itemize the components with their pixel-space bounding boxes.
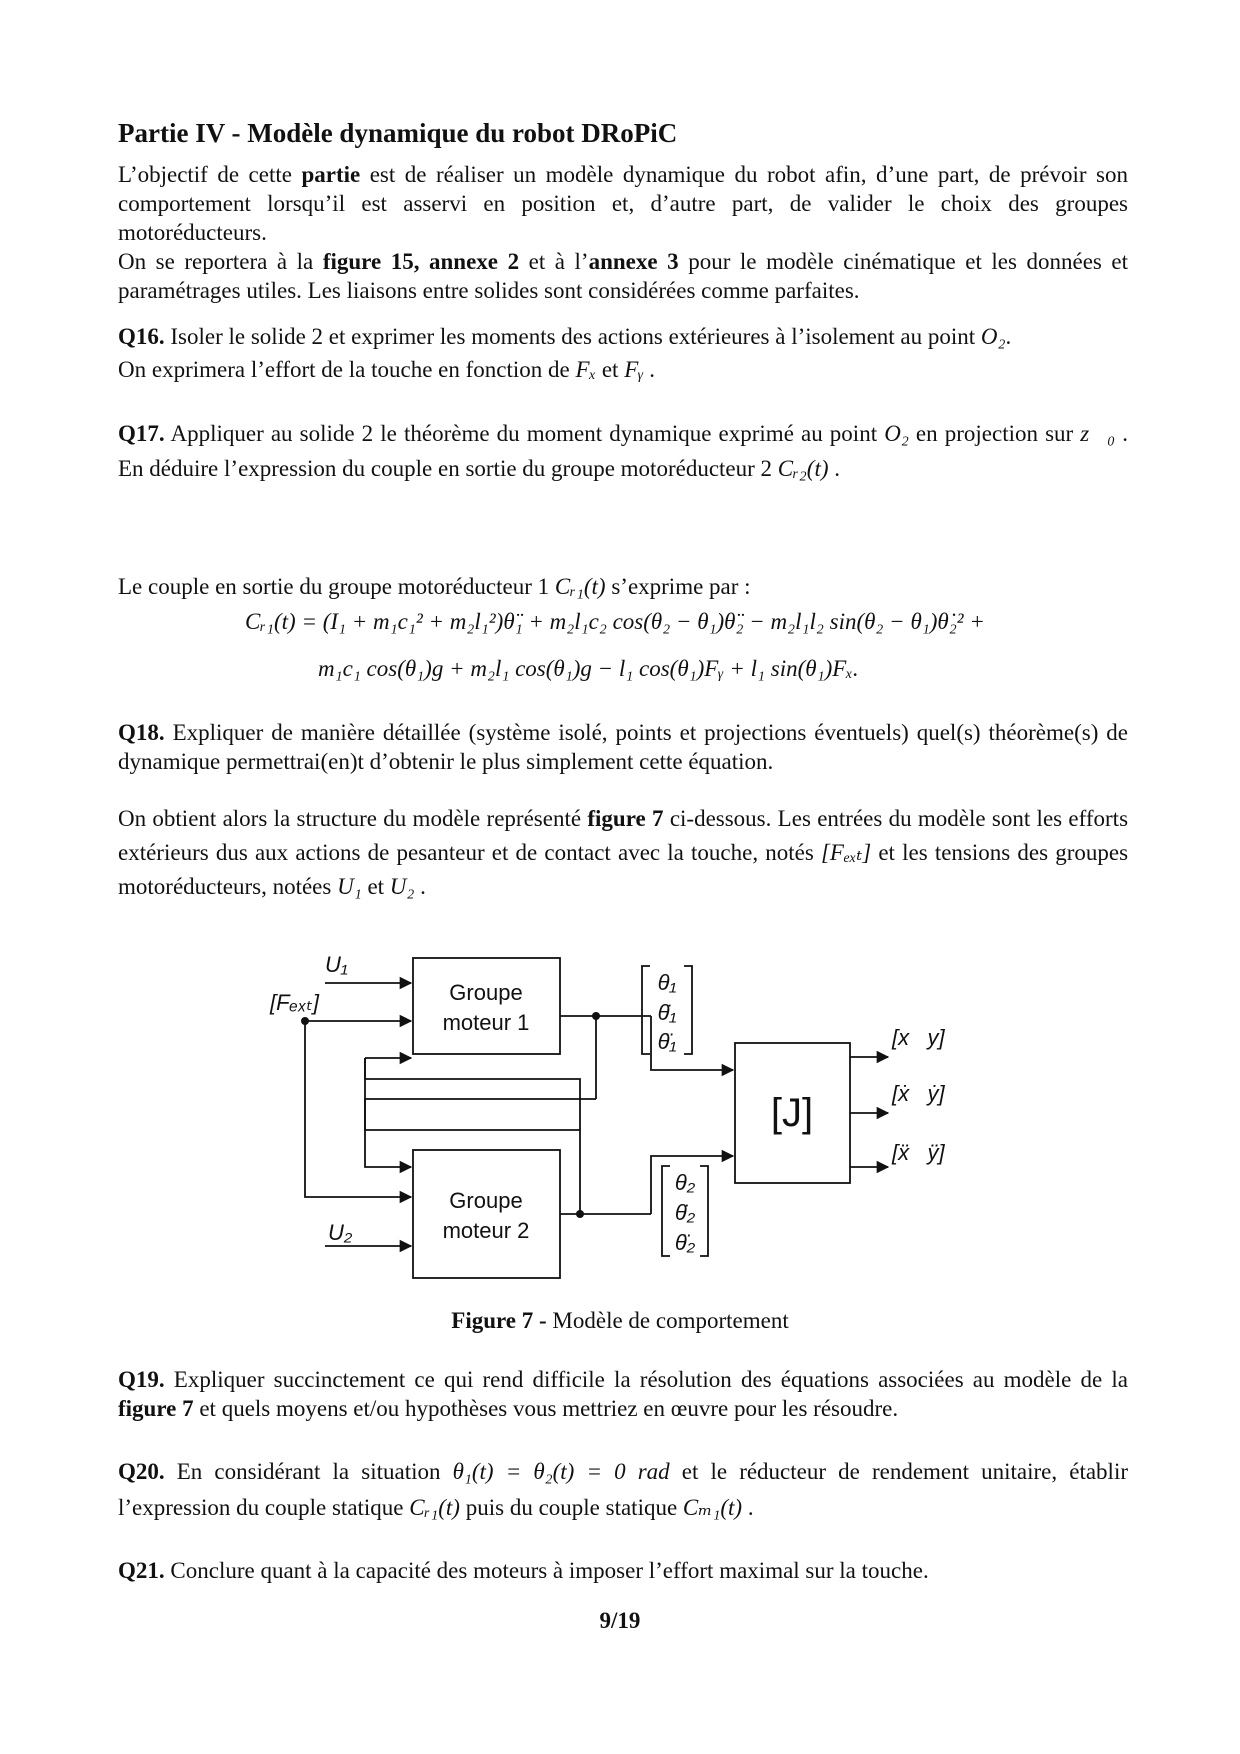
- bold-figure-ref: figure 7: [587, 806, 664, 831]
- question-20: [118, 1454, 1128, 1526]
- math-fext: [Fₑₓₜ]: [820, 840, 872, 865]
- bold-figure-ref: figure 7: [118, 1396, 194, 1421]
- question-text: Conclure quant à la capacité des moteurs à imposer l’effort maximal sur la touche.: [164, 1558, 929, 1583]
- math-cr1: Cᵣ₁(t): [409, 1495, 460, 1520]
- question-text: En considérant la situation: [164, 1459, 453, 1484]
- junction-out-2: [576, 1210, 584, 1218]
- theta2-0: θ₂: [674, 1170, 696, 1195]
- math-cr2: Cᵣ₂(t): [777, 456, 829, 481]
- math-cm1: Cₘ₁(t): [682, 1495, 743, 1520]
- intro-text: et à l’: [519, 249, 589, 274]
- bracket-theta1-left: [642, 966, 650, 1054]
- question-text: Isoler le solide 2 et exprimer les moments des actions extérieures à l’isolement au point: [164, 324, 981, 349]
- math-u2: U₂: [389, 874, 415, 899]
- block1-line2: moteur 1: [442, 1010, 530, 1035]
- theta2-2: θ̈₂: [674, 1230, 696, 1255]
- question-text: et: [596, 357, 625, 382]
- bracket-theta1-right: [684, 966, 692, 1054]
- caption-bold: Figure 7 -: [451, 1308, 547, 1333]
- block-groupe-moteur-1: [413, 958, 560, 1054]
- intro-text: L’objectif de cette: [118, 162, 302, 187]
- question-text: .: [742, 1495, 754, 1520]
- label-out-3: [ẍ ÿ]: [892, 1140, 945, 1165]
- block-groupe-moteur-2: [413, 1150, 560, 1278]
- intro-text: On se reportera à la: [118, 249, 323, 274]
- equation-line-2: m₁c₁ cos(θ₁)g + m₂l₁ cos(θ₁)g − l₁ cos(θ₁)Fᵧ + l₁ sin(θ₁)Fₓ.: [318, 656, 859, 681]
- block2-line1: Groupe: [449, 1188, 523, 1213]
- label-u2: U₂: [328, 1220, 353, 1245]
- fext-bus: [305, 1021, 411, 1197]
- label-out-1: [x y]: [892, 1025, 945, 1050]
- question-text: On exprimera l’effort de la touche en fonction de: [118, 357, 576, 382]
- question-text: Appliquer au solide 2 le théorème du moment dynamique exprimé au point: [164, 421, 885, 446]
- block1-line1: Groupe: [449, 980, 523, 1005]
- loop-1: [365, 1058, 580, 1130]
- intro-text: pour le modèle cinématique et les données et paramétrages utiles. Les liaisons entre solides sont considérées comme parfaites.: [118, 249, 1129, 303]
- question-text: .: [643, 357, 656, 382]
- body-text: .: [414, 874, 426, 899]
- figure-caption: [0, 1308, 1240, 1334]
- question-text: puis du couple statique: [459, 1495, 683, 1520]
- intro-bold-annexe: annexe 3: [588, 249, 679, 274]
- arrow-feedback-2: [365, 1099, 596, 1167]
- question-text: en projection sur: [908, 421, 1081, 446]
- body-text: On obtient alors la structure du modèle représenté: [118, 806, 588, 831]
- question-text: Expliquer succinctement ce qui rend difficile la résolution des équations associées au modèle de la: [164, 1367, 1128, 1392]
- question-text: et quels moyens et/ou hypothèses vous mettriez en œuvre pour les résoudre.: [193, 1396, 899, 1421]
- body-text: et: [361, 874, 390, 899]
- math-u1: U₁: [337, 874, 362, 899]
- body-text: s’exprime par :: [605, 574, 751, 599]
- question-label: Q18.: [118, 720, 165, 745]
- math-o2: O₂: [884, 421, 909, 446]
- question-text: Expliquer de manière détaillée (système isolé, points et projections éventuels) quel(s) théorème(s) de dynamique permettrai(en)t d’obtenir le plus simplement cette équation.: [118, 720, 1128, 774]
- question-label: Q16.: [118, 324, 165, 349]
- question-text: et le réducteur de rendement unitaire, établir l’expression du couple statique: [118, 1459, 1128, 1520]
- equation-line-1: Cᵣ₁(t) = (I₁ + m₁c₁² + m₂l₁²)θ̈₁ + m₂l₁c₂ cos(θ₂ − θ₁)θ̈₂ − m₂l₁l₂ sin(θ₂ − θ₁)θ̇₂² +: [245, 609, 985, 634]
- theta1-2: θ̈₁: [657, 1029, 677, 1054]
- body-text: et les tensions des groupes motoréducteurs, notées: [118, 840, 1129, 899]
- label-fext: [Fₑₓₜ]: [270, 990, 320, 1015]
- math-z0: z⃗₀: [1080, 421, 1116, 446]
- theta2-1: θ̇₂: [674, 1200, 696, 1225]
- page-number: 9/19: [599, 1608, 641, 1633]
- question-21: [118, 1556, 1128, 1585]
- question-text: .: [828, 456, 840, 481]
- question-text: .: [1005, 324, 1012, 349]
- math-fy: Fᵧ: [624, 357, 644, 382]
- math-condition: θ₁(t) = θ₂(t) = 0 rad: [452, 1459, 670, 1484]
- intro-bold-partie: partie: [301, 162, 361, 187]
- question-label: Q19.: [118, 1367, 165, 1392]
- intro-bold-figure: figure 15, annexe 2: [322, 249, 520, 274]
- math-cr1: Cᵣ₁(t): [554, 574, 606, 599]
- junction-out-1: [592, 1012, 600, 1020]
- body-text: Le couple en sortie du groupe motoréducteur 1: [118, 574, 555, 599]
- block2-line2: moteur 2: [442, 1218, 530, 1243]
- theta1-0: θ₁: [657, 970, 677, 995]
- question-label: Q20.: [118, 1459, 165, 1484]
- bracket-theta2-left: [662, 1166, 670, 1256]
- math-fx: Fₓ: [575, 357, 597, 382]
- caption-text: Modèle de comportement: [546, 1308, 789, 1333]
- junction-fext: [301, 1017, 309, 1025]
- question-label: Q17.: [118, 421, 165, 446]
- theta1-1: θ̇₁: [657, 1000, 677, 1025]
- body-text: ci-dessous. Les entrées du modèle sont les efforts extérieurs dus aux actions de pesanteur et de contact avec la touche, notés: [118, 806, 1129, 865]
- question-text: . En déduire l’expression du couple en sortie du groupe motoréducteur 2: [118, 421, 1128, 481]
- question-label: Q21.: [118, 1558, 165, 1583]
- math-o2: O₂: [980, 324, 1006, 349]
- label-j: [J]: [770, 1091, 814, 1135]
- question-19: [118, 1365, 1128, 1423]
- section-heading: Partie IV - Modèle dynamique du robot DRoPiC: [118, 118, 678, 148]
- label-u1: U₁: [325, 952, 348, 977]
- label-out-2: [ẋ ẏ]: [892, 1081, 945, 1106]
- bracket-theta2-right: [700, 1166, 708, 1256]
- intro-text: est de réaliser un modèle dynamique du robot afin, d’une part, de prévoir son comportement lorsqu’il est asservi en position et, d’autre part, de valider le choix des groupes motoréducteurs.: [118, 162, 1128, 245]
